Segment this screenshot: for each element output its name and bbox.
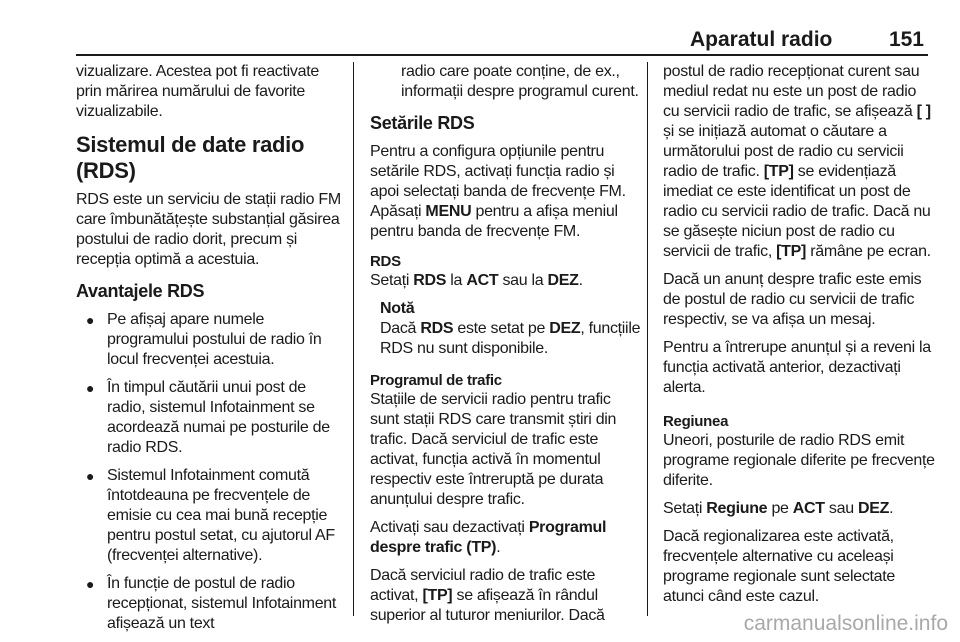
rds-heading: RDS [370, 253, 401, 270]
menu-key: MENU [425, 203, 472, 220]
traffic-heading: Programul de trafic [370, 372, 502, 389]
list-item-text: În timpul căutării unui post de radio, sistemul Infotainment se acordează numai pe posturile de radio RDS. [107, 379, 330, 456]
region-paragraph-3: Dacă regionalizarea este activată, frecvențele alternative cu aceleași programe regionale sunt selectate atunci când este cazul. [663, 528, 896, 605]
settings-title: Setările RDS [370, 113, 475, 133]
region-heading: Regiunea [663, 413, 729, 430]
column-3 [663, 62, 935, 615]
traffic-paragraph-2: Activați sau dezactivați Programul despre trafic (TP). [370, 519, 607, 556]
traffic-paragraph-1: Stațiile de servicii radio pentru trafic sunt stații RDS care transmit știri din trafic. Dacă serviciul de trafic este activat, funcția activă în momentul respectiv este întreruptă pe durata anunțului despre trafic. [370, 391, 617, 508]
advantages-list [76, 310, 348, 634]
rds-intro: RDS este un serviciu de stații radio FM care îmbunătățește substanțial găsirea postului de radio dorit, precum și recepția optimă a acestuia. [76, 191, 341, 268]
rds-setting-paragraph: Setați RDS la ACT sau la DEZ. [370, 272, 583, 289]
page-number: 151 [888, 28, 924, 51]
bullet-icon: ● [86, 380, 95, 396]
list-item [76, 574, 348, 634]
note-box [380, 299, 642, 359]
subsection-title: Avantajele RDS [76, 281, 205, 301]
list-item [76, 466, 348, 566]
bullet-icon: ● [86, 312, 95, 328]
list-item [76, 310, 348, 370]
column-divider-2 [647, 62, 648, 616]
section-title: Sistemul de date radio (RDS) [76, 132, 305, 183]
list-item-text: În funcție de postul de radio recepționat, sistemul Infotainment afișează un text [107, 575, 337, 632]
traffic-paragraph-3: Dacă serviciul radio de trafic este activat, [TP] se afișează în rândul superior al tuturor meniurilor. Dacă [370, 567, 605, 624]
region-paragraph-1: Uneori, posturile de radio RDS emit programe regionale diferite pe frecvențe diferite. [663, 432, 935, 489]
region-paragraph-2: Setați Regiune pe ACT sau DEZ. [663, 500, 894, 517]
list-item-text: Sistemul Infotainment comută întotdeauna pe frecvențele de emisie cu cea mai bună recepție pentru postul setat, cu ajutorul AF (frecvenței alternative). [107, 467, 335, 564]
watermark: carmanualsonline.info [743, 612, 948, 635]
running-header-title: Aparatul radio [690, 28, 833, 51]
header-rule [76, 54, 928, 56]
continued-paragraph: radio care poate conține, de ex., informații despre programul curent. [401, 63, 639, 100]
continued-paragraph: vizualizare. Acestea pot fi reactivate prin mărirea numărului de favorite vizualizabile. [76, 63, 319, 120]
settings-paragraph: Pentru a configura opțiunile pentru setările RDS, activați funcția radio și apoi selectați banda de frecvențe FM. Apăsați MENU pentru a afișa meniul pentru banda de frecvențe FM. [370, 143, 626, 240]
note-title: Notă [380, 300, 415, 317]
bullet-icon: ● [86, 576, 95, 592]
bullet-icon: ● [86, 468, 95, 484]
traffic-announcement-paragraph: Dacă un anunț despre trafic este emis de postul de radio cu servicii de trafic respectiv, se va afișa un mesaj. [663, 271, 922, 328]
column-2 [370, 62, 642, 634]
traffic-interrupt-paragraph: Pentru a întrerupe anunțul și a reveni la funcția activată anterior, dezactivați alerta. [663, 339, 931, 396]
column-divider-1 [353, 62, 354, 616]
list-item [76, 378, 348, 458]
column-1 [76, 62, 348, 642]
note-text: Dacă RDS este setat pe DEZ, funcțiile RDS nu sunt disponibile. [380, 320, 641, 357]
list-item-text: Pe afișaj apare numele programului postului de radio în locul frecvenței acestuia. [107, 311, 322, 368]
traffic-continued-paragraph: postul de radio recepționat curent sau mediul redat nu este un post de radio cu servicii radio de trafic, se afișează [ ] și se inițiază automat o căutare a următorului post de radio cu servicii radio de trafic. [TP] se evidențiază imediat ce este identificat un post de radio cu servicii radio de trafic. Dacă nu se găsește niciun post de radio cu servicii de trafic, [TP] rămâne pe ecran. [663, 63, 931, 260]
